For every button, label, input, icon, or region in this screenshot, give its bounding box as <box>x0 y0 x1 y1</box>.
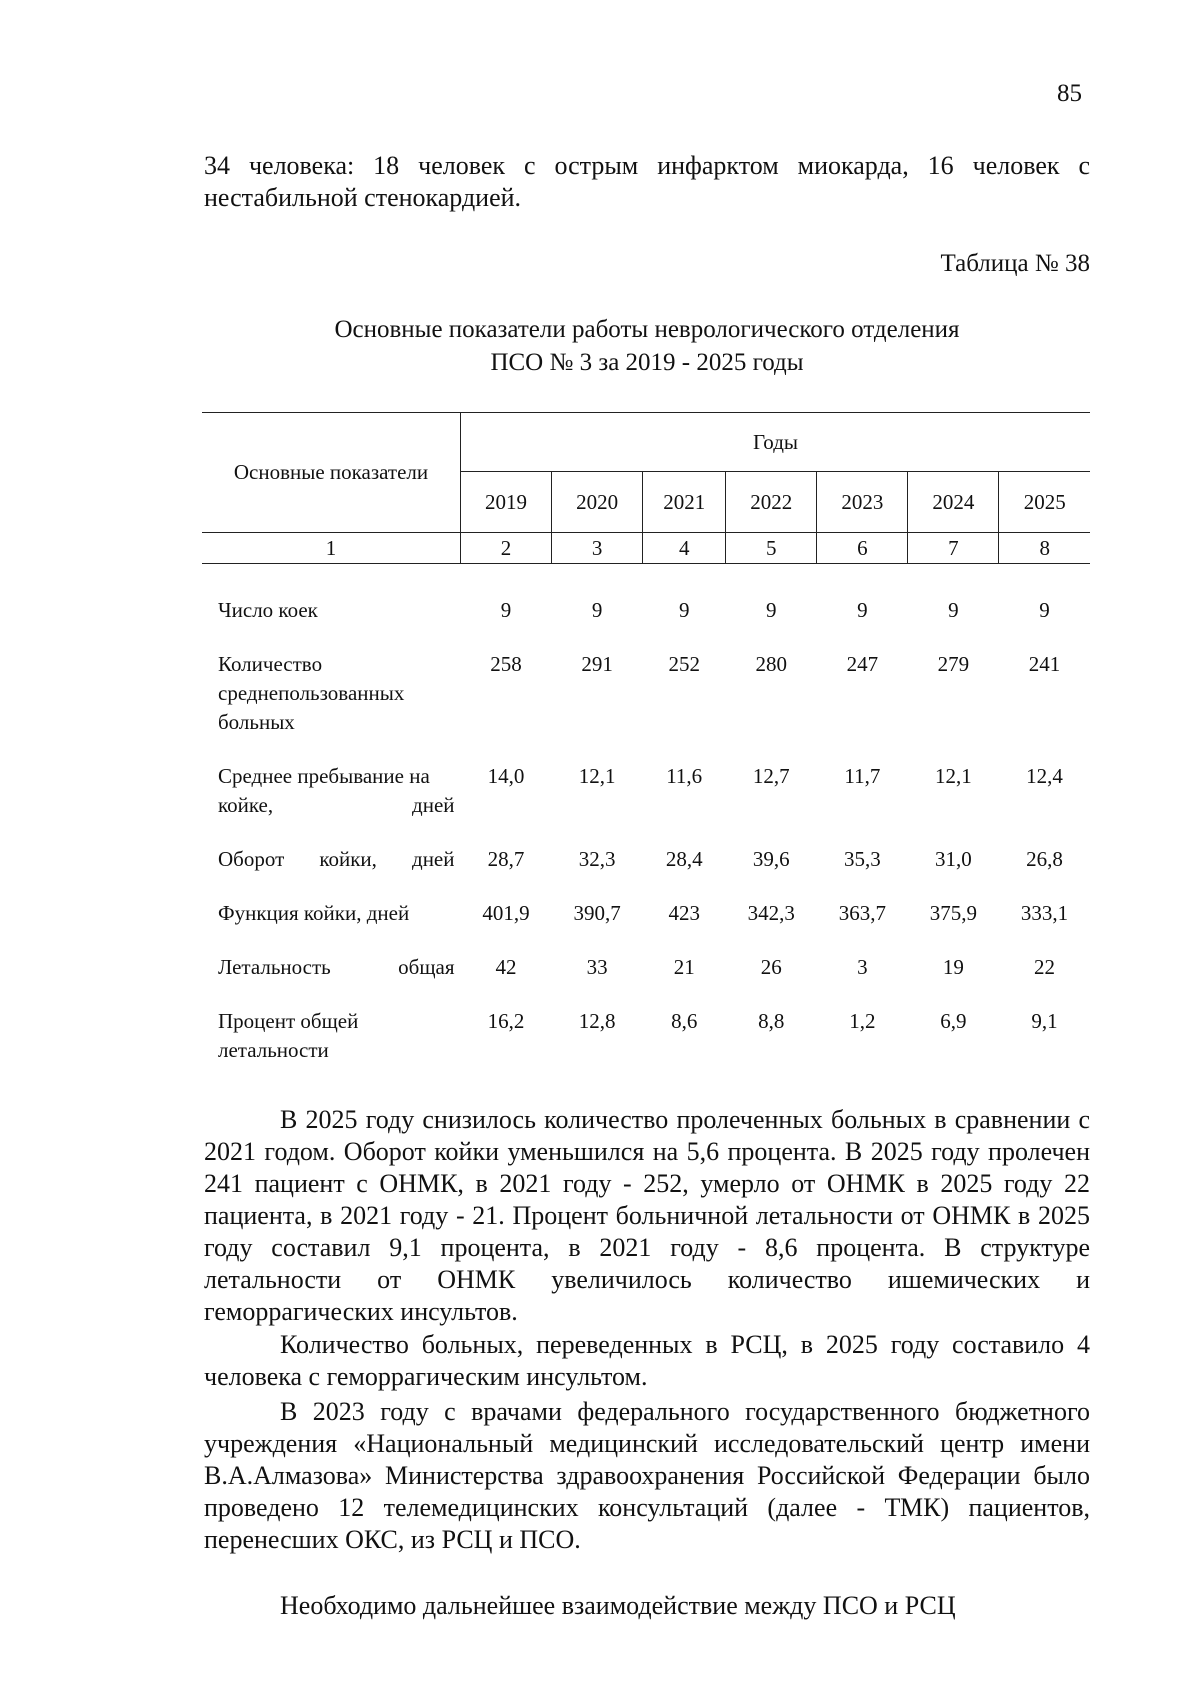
table-row <box>202 821 1090 875</box>
column-number: 2 <box>461 533 552 564</box>
row-value: 12,1 <box>578 764 616 788</box>
row-value: 19 <box>942 955 964 979</box>
header-indicator: Основные показатели <box>202 413 461 533</box>
row-value: 9 <box>500 598 512 622</box>
year-header: 2023 <box>817 472 908 533</box>
column-number: 7 <box>908 533 999 564</box>
table-row <box>202 929 1090 983</box>
year-header: 2025 <box>999 472 1090 533</box>
row-value: 16,2 <box>487 1009 525 1033</box>
row-value: 280 <box>755 652 788 676</box>
table-row <box>202 738 1090 821</box>
row-value: 26 <box>760 955 782 979</box>
table-row <box>202 875 1090 929</box>
year-header: 2022 <box>726 472 817 533</box>
row-value: 26,8 <box>1026 847 1063 871</box>
row-value: 11,6 <box>666 764 703 788</box>
row-indicator: Процент общей летальности <box>218 1009 359 1062</box>
row-value: 28,4 <box>665 847 703 871</box>
row-value: 6,9 <box>940 1009 967 1033</box>
row-value: 279 <box>937 652 970 676</box>
paragraph-2: Количество больных, переведенных в РСЦ, в 2025 году составило 4 человека с геморрагическим инсультом. <box>204 1330 1090 1391</box>
row-indicator: Летальность общая <box>218 955 455 979</box>
row-value: 42 <box>495 955 517 979</box>
row-indicator: Оборот койки, дней <box>218 847 455 871</box>
page-number: 85 <box>1057 80 1082 107</box>
year-header: 2024 <box>908 472 999 533</box>
row-value: 258 <box>490 652 522 676</box>
table-title-line1: Основные показатели работы неврологического отделения <box>334 316 960 343</box>
row-value: 21 <box>673 955 695 979</box>
table-title <box>204 313 1090 379</box>
year-header: 2019 <box>485 489 528 514</box>
row-value: 9 <box>591 598 603 622</box>
row-value: 12,8 <box>578 1009 616 1033</box>
row-value: 9 <box>948 598 959 622</box>
row-value: 9,1 <box>1031 1009 1058 1033</box>
row-value: 291 <box>581 652 613 676</box>
row-value: 342,3 <box>747 901 795 925</box>
column-number-row <box>202 533 1090 564</box>
row-value: 8,8 <box>758 1009 785 1033</box>
row-value: 12,1 <box>935 764 972 788</box>
row-value: 35,3 <box>843 847 881 871</box>
table-row <box>202 983 1090 1066</box>
row-value: 12,7 <box>752 764 790 788</box>
paragraph-3: В 2023 году с врачами федерального государственного бюджетного учреждения «Национальный медицинский исследовательский центр имени В.А.Алмазова» Министерства здравоохранения Российской Федерации было проведено 12 телемедицинских консультаций (далее - ТМК) пациентов, перенесших ОКС, из РСЦ и ПСО. <box>204 1397 1090 1554</box>
row-indicator: Среднее пребывание на койке, дней <box>218 764 455 817</box>
column-number: 6 <box>817 533 908 564</box>
column-number: 1 <box>202 533 461 564</box>
table-body <box>202 564 1090 1067</box>
row-value: 8,6 <box>671 1009 698 1033</box>
row-value: 33 <box>586 955 608 979</box>
table-row <box>202 626 1090 738</box>
year-header: 2020 <box>552 472 643 533</box>
row-value: 401,9 <box>482 901 530 925</box>
row-value: 32,3 <box>578 847 616 871</box>
row-indicator: Число коек <box>218 598 318 622</box>
row-value: 14,0 <box>487 764 525 788</box>
row-value: 241 <box>1028 652 1061 676</box>
row-value: 11,7 <box>844 764 881 788</box>
column-number: 5 <box>726 533 817 564</box>
row-value: 9 <box>766 598 777 622</box>
row-value: 12,4 <box>1026 764 1063 788</box>
row-value: 3 <box>857 955 868 979</box>
row-indicator: Функция койки, дней <box>218 901 410 925</box>
row-value: 28,7 <box>487 847 525 871</box>
row-value: 1,2 <box>849 1009 876 1033</box>
table-title-line2: ПСО № 3 за 2019 - 2025 годы <box>490 349 804 376</box>
paragraph-1: В 2025 году снизилось количество пролеченных больных в сравнении с 2021 годом. Оборот койки уменьшился на 5,6 процента. В 2025 году пролечен 241 пациент с ОНМК, в 2021 году - 252, умерло от ОНМК в 2025 году 22 пациента, в 2021 году - 21. Процент больничной летальности от ОНМК в 2025 году составил 9,1 процента, в 2021 году - 8,6 процента. В структуре летальности от ОНМК увеличилось количество ишемических и геморрагических инсультов. <box>204 1105 1090 1326</box>
column-number: 4 <box>643 533 726 564</box>
header-years: Годы <box>461 413 1091 472</box>
column-number: 8 <box>999 533 1090 564</box>
row-value: 390,7 <box>573 901 621 925</box>
row-value: 22 <box>1033 955 1055 979</box>
row-value: 333,1 <box>1020 901 1069 925</box>
row-value: 9 <box>1039 598 1050 622</box>
intro-paragraph: 34 человека: 18 человек с острым инфарктом миокарда, 16 человек с нестабильной стенокардией. <box>204 151 1090 212</box>
row-value: 423 <box>668 901 700 925</box>
row-value: 9 <box>857 598 868 622</box>
row-value: 375,9 <box>929 901 978 925</box>
row-value: 363,7 <box>838 901 886 925</box>
column-number: 3 <box>552 533 643 564</box>
indicators-table <box>202 412 1090 1066</box>
table-label: Таблица № 38 <box>940 250 1090 277</box>
paragraph-4: Необходимо дальнейшее взаимодействие между ПСО и РСЦ <box>280 1591 956 1620</box>
row-value: 9 <box>678 598 690 622</box>
table-row <box>202 564 1090 627</box>
row-value: 252 <box>668 652 700 676</box>
row-value: 247 <box>846 652 879 676</box>
row-value: 39,6 <box>752 847 790 871</box>
year-header: 2021 <box>643 472 726 533</box>
row-value: 31,0 <box>935 847 972 871</box>
row-indicator: Количество среднепользованных больных <box>218 652 405 734</box>
